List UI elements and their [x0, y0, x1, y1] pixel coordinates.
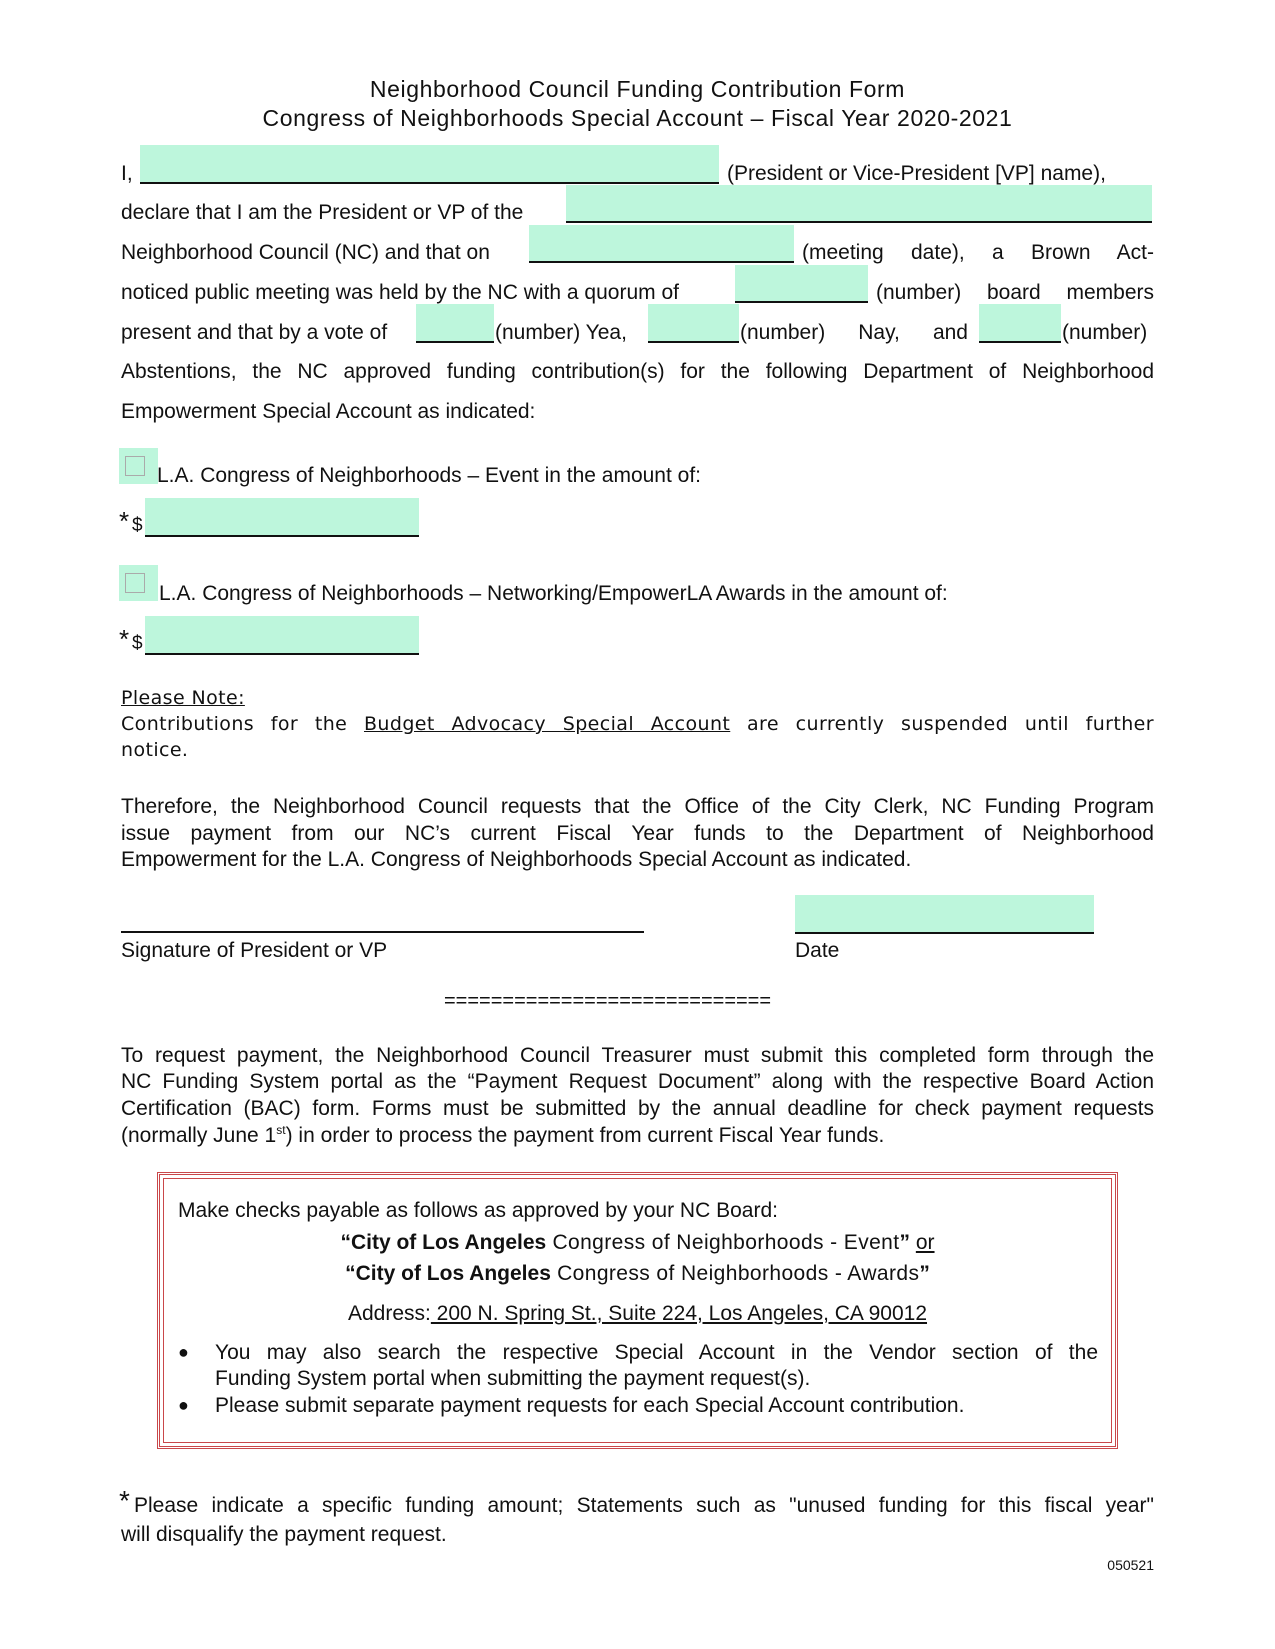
event-option-label: L.A. Congress of Neighborhoods – Event in the amount of:: [157, 464, 702, 487]
payee-event-close: ”: [899, 1231, 910, 1254]
instructions-line-2: NC Funding System portal as the “Payment Request Document” along with the respective Board Action: [121, 1070, 1154, 1093]
note-line-1: [121, 715, 1154, 734]
bullet2: Please submit separate payment requests for each Special Account contribution.: [215, 1394, 965, 1417]
instructions-after: ) in order to process the payment from current Fiscal Year funds.: [285, 1124, 885, 1147]
footnote-line-1: Please indicate a specific funding amount; Statements such as "unused funding for this fiscal year": [134, 1494, 1154, 1517]
nay-field[interactable]: [648, 304, 739, 343]
name-label: (President or Vice-President [VP] name),: [727, 162, 1106, 185]
meeting-prefix: Neighborhood Council (NC) and that on: [121, 241, 490, 264]
instructions-line-3: Certification (BAC) form. Forms must be submitted by the annual deadline for check payment requests: [121, 1097, 1154, 1120]
payee-awards-bold: “City of Los Angeles: [345, 1262, 551, 1285]
required-star: *: [119, 506, 130, 536]
bullet-icon: ●: [178, 1395, 189, 1415]
instructions-before: (normally June 1: [121, 1124, 277, 1147]
quorum-field[interactable]: [735, 265, 868, 303]
yea-label: (number) Yea,: [495, 321, 627, 344]
declaration-line-6: Abstentions, the NC approved funding contribution(s) for the following Department of Neighborhood: [121, 360, 1154, 383]
vote-prefix: present and that by a vote of: [121, 321, 388, 344]
date-field[interactable]: [795, 895, 1094, 934]
bullet-icon: ●: [178, 1342, 189, 1362]
form-subtitle: Congress of Neighborhoods Special Account – Fiscal Year 2020-2021: [262, 105, 1013, 131]
ordinal-suffix: st: [276, 1123, 286, 1137]
signature-line[interactable]: [121, 931, 644, 933]
event-checkbox[interactable]: [119, 448, 158, 484]
required-star: *: [119, 624, 130, 654]
nc-prefix: declare that I am the President or VP of the: [121, 201, 524, 224]
form-code: 050521: [1107, 1557, 1154, 1573]
awards-amount-field[interactable]: [145, 616, 419, 655]
note-line-2: notice.: [121, 739, 189, 761]
address-value: 200 N. Spring St., Suite 224, Los Angeles, CA 90012: [430, 1302, 928, 1325]
i-prefix: I,: [121, 162, 133, 185]
dollar-sign: $: [132, 515, 143, 536]
request-line-1: Therefore, the Neighborhood Council requests that the Office of the City Clerk, NC Funding Program: [121, 795, 1154, 818]
request-line-3: Empowerment for the L.A. Congress of Neighborhoods Special Account as indicated.: [121, 848, 912, 871]
president-name-field[interactable]: [140, 145, 719, 184]
checkbox-square-icon: [125, 573, 145, 593]
declaration-line-7: Empowerment Special Account as indicated:: [121, 400, 536, 423]
meeting-date-field[interactable]: [529, 225, 794, 263]
yea-field[interactable]: [416, 304, 494, 343]
abstentions-field[interactable]: [979, 304, 1061, 343]
note-heading-text: Please Note:: [121, 687, 245, 709]
abstentions-label: (number): [1062, 321, 1148, 344]
payee-event-rest: Congress of Neighborhoods - Event: [546, 1231, 900, 1254]
nc-name-field[interactable]: [566, 185, 1152, 223]
awards-checkbox[interactable]: [119, 565, 158, 601]
instructions-line-1: To request payment, the Neighborhood Council Treasurer must submit this completed form through the: [121, 1044, 1154, 1067]
payable-intro: Make checks payable as follows as approved by your NC Board:: [178, 1199, 778, 1222]
footnote-star: *: [119, 1485, 130, 1516]
awards-option-label: L.A. Congress of Neighborhoods – Networking/EmpowerLA Awards in the amount of:: [159, 582, 948, 605]
dollar-sign: $: [132, 633, 143, 654]
instructions-line-4: [121, 1124, 884, 1146]
address-label: Address:: [347, 1302, 431, 1325]
note-text-before: Contributions for the: [121, 713, 348, 735]
budget-advocacy-link[interactable]: Budget Advocacy Special Account: [363, 713, 731, 735]
address: [0, 1303, 1275, 1324]
payee-event-bold: “City of Los Angeles: [340, 1231, 547, 1254]
date-label: Date: [795, 939, 840, 962]
separator: ============================: [444, 990, 772, 1012]
note-heading: [121, 689, 245, 708]
payee-awards: [0, 1263, 1275, 1284]
form-title: Neighborhood Council Funding Contribution Form: [369, 76, 906, 102]
payee-awards-rest: Congress of Neighborhoods - Awards: [550, 1262, 920, 1285]
request-line-2: issue payment from our NC’s current Fiscal Year funds to the Department of Neighborhood: [121, 822, 1154, 845]
payee-or: or: [915, 1231, 935, 1254]
payee-event: [0, 1232, 1275, 1253]
quorum-prefix: noticed public meeting was held by the NC with a quorum of: [121, 281, 679, 304]
footnote-line-2: will disqualify the payment request.: [121, 1523, 447, 1546]
event-amount-field[interactable]: [145, 498, 419, 537]
quorum-suffix: (number) board members: [876, 281, 1154, 304]
bullet1-line2: Funding System portal when submitting the payment request(s).: [215, 1367, 811, 1390]
signature-label: Signature of President or VP: [121, 939, 388, 962]
meeting-suffix: (meeting date), a Brown Act-: [802, 241, 1154, 264]
bullet1-line1: You may also search the respective Special Account in the Vendor section of the: [215, 1341, 1098, 1364]
checkbox-square-icon: [125, 456, 145, 476]
nay-label: (number) Nay, and: [740, 321, 968, 344]
note-text-after: are currently suspended until further: [747, 713, 1154, 735]
payee-awards-close: ”: [919, 1262, 930, 1285]
